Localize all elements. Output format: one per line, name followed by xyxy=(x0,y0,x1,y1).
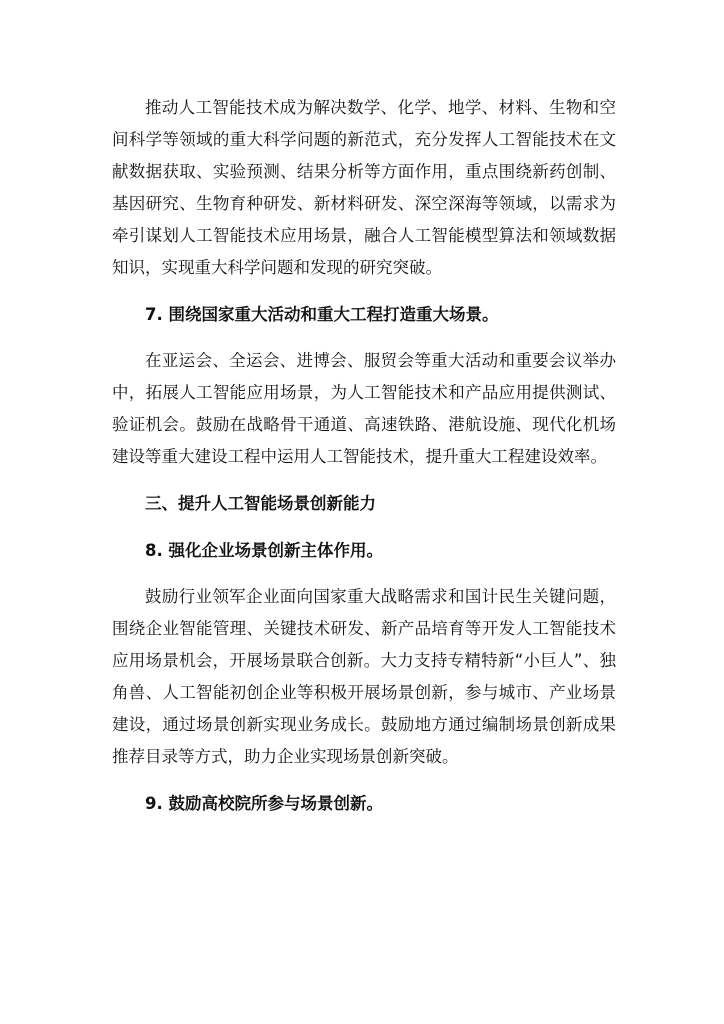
paragraph-major-events: 在亚运会、全运会、进博会、服贸会等重大活动和重要会议举办中，拓展人工智能应用场景，为人工智能技术和产品应用提供测试、验证机会。鼓励在战略骨干通道、高速铁路、港航设施、现代化机场建设等重大建设工程中运用人工智能技术，提升重大工程建设效率。 xyxy=(112,351,616,466)
section-heading-3: 三、提升人工智能场景创新能力 xyxy=(145,494,376,513)
heading-9-universities: 9. 鼓励高校院所参与场景创新。 xyxy=(145,794,383,813)
paragraph-enterprise: 鼓励行业领军企业面向国家重大战略需求和国计民生关键问题，围绕企业智能管理、关键技术研发、新产品培育等开发人工智能技术应用场景机会，开展场景联合创新。大力支持专精特新“小巨人”、独角兽、人工智能初创企业等积极开展场景创新，参与城市、产业场景建设，通过场景创新实现业务成长。鼓励地方通过编制场景创新成果推荐目录等方式，助力企业实现场景创新突破。 xyxy=(112,587,616,766)
heading-8-enterprise: 8. 强化企业场景创新主体作用。 xyxy=(145,541,383,560)
heading-7-major-events: 7. 围绕国家重大活动和重大工程打造重大场景。 xyxy=(145,305,499,324)
document-page xyxy=(112,92,616,820)
paragraph-ai-science: 推动人工智能技术成为解决数学、化学、地学、材料、生物和空间科学等领域的重大科学问题的新范式，充分发挥人工智能技术在文献数据获取、实验预测、结果分析等方面作用，重点围绕新药创制、基因研究、生物育种研发、新材料研发、深空深海等领域，以需求为牵引谋划人工智能技术应用场景，融合人工智能模型算法和领域数据知识，实现重大科学问题和发现的研究突破。 xyxy=(112,98,616,277)
